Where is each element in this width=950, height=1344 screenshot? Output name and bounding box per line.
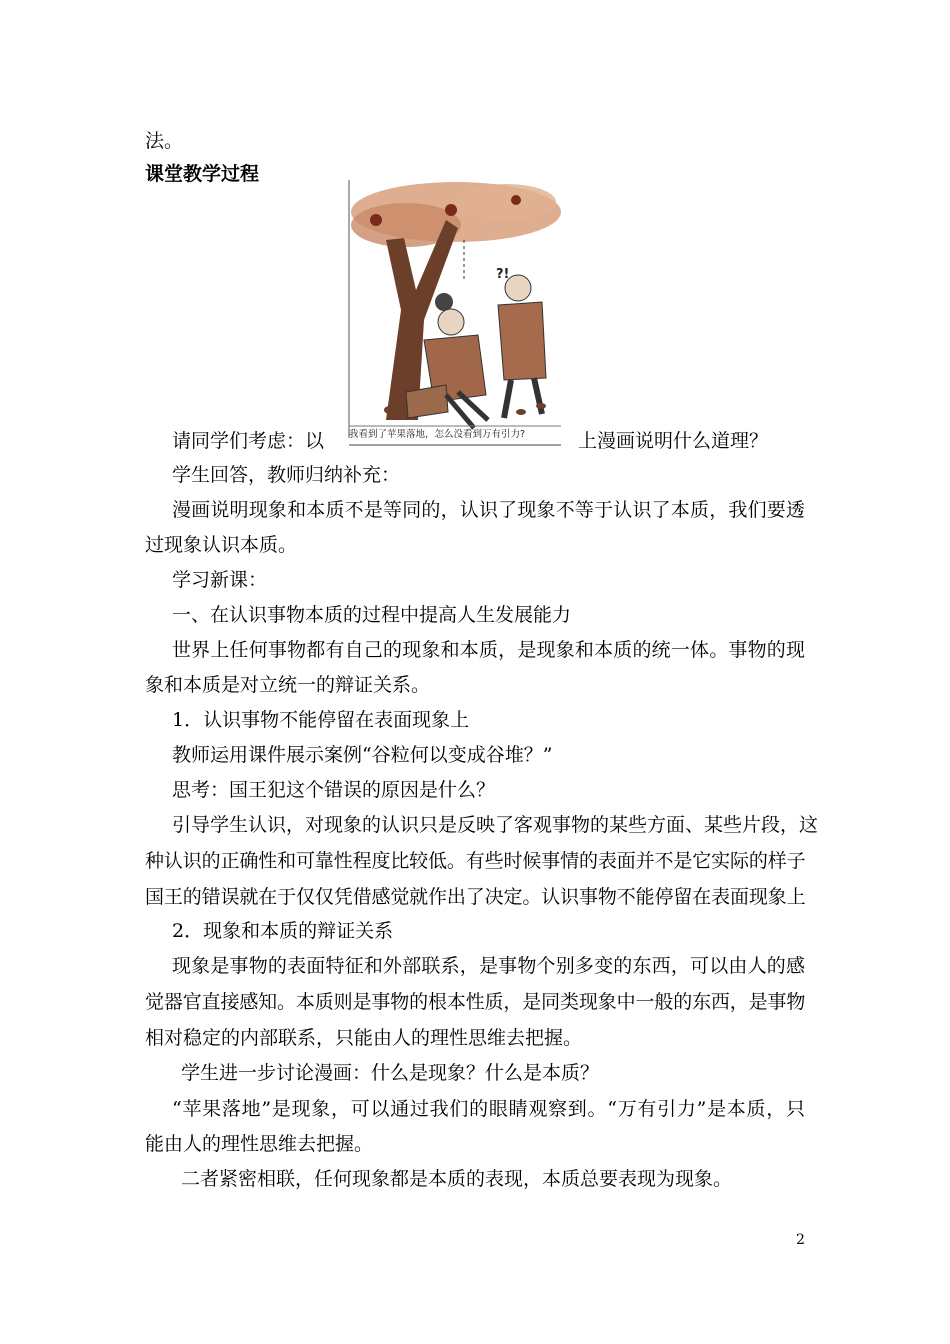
text-line: 学生进一步讨论漫画：什么是现象？什么是本质？ bbox=[181, 1062, 600, 1084]
text-line: 引导学生认识，对现象的认识只是反映了客观事物的某些方面、某些片段，这 bbox=[172, 814, 819, 836]
text-line: 象和本质是对立统一的辩证关系。 bbox=[145, 674, 431, 696]
text-line: 国王的错误就在于仅仅凭借感觉就作出了决定。认识事物不能停留在表面现象上 bbox=[145, 886, 805, 908]
text-line: 一、在认识事物本质的过程中提高人生发展能力 bbox=[172, 604, 572, 626]
text-line: 学生回答，教师归纳补充： bbox=[172, 464, 401, 486]
exclamation-mark: ?! bbox=[496, 267, 510, 282]
page-number: 2 bbox=[796, 1232, 805, 1248]
text-line: 1．认识事物不能停留在表面现象上 bbox=[172, 709, 470, 731]
text-line: 世界上任何事物都有自己的现象和本质，是现象和本质的统一体。事物的现 bbox=[172, 639, 805, 661]
text-line: 现象是事物的表面特征和外部联系，是事物个别多变的东西，可以由人的感 bbox=[172, 955, 805, 977]
text-line: 学习新课： bbox=[172, 569, 268, 591]
text-line: 过现象认识本质。 bbox=[145, 534, 298, 556]
text-line: “苹果落地”是现象，可以通过我们的眼睛观察到。“万有引力”是本质，只 bbox=[172, 1098, 805, 1120]
section-heading: 课堂教学过程 bbox=[145, 163, 260, 185]
text-line: 种认识的正确性和可靠性程度比较低。有些时候事情的表面并不是它实际的样子 bbox=[145, 850, 805, 872]
text-line: 漫画说明现象和本质不是等同的，认识了现象不等于认识了本质，我们要透 bbox=[172, 499, 805, 521]
text-line: 相对稳定的内部联系，只能由人的理性思维去把握。 bbox=[145, 1027, 583, 1049]
cartoon-caption: 我看到了苹果落地，怎么没看到万有引力? bbox=[349, 429, 526, 440]
text-line: 二者紧密相联，任何现象都是本质的表现，本质总要表现为现象。 bbox=[181, 1168, 733, 1190]
cartoon-illustration bbox=[346, 180, 564, 448]
text-line: 法。 bbox=[145, 130, 184, 152]
text-line: 觉器官直接感知。本质则是事物的根本性质，是同类现象中一般的东西，是事物 bbox=[145, 991, 805, 1013]
text-line: 请同学们考虑：以 bbox=[172, 430, 325, 452]
text-line: 教师运用课件展示案例“谷粒何以变成谷堆？” bbox=[172, 744, 553, 766]
text-line: 2．现象和本质的辩证关系 bbox=[172, 920, 394, 942]
apple-tree-cartoon bbox=[346, 180, 564, 448]
text-line: 上漫画说明什么道理？ bbox=[578, 430, 769, 452]
text-line: 思考：国王犯这个错误的原因是什么？ bbox=[172, 779, 496, 801]
text-line: 能由人的理性思维去把握。 bbox=[145, 1133, 374, 1155]
